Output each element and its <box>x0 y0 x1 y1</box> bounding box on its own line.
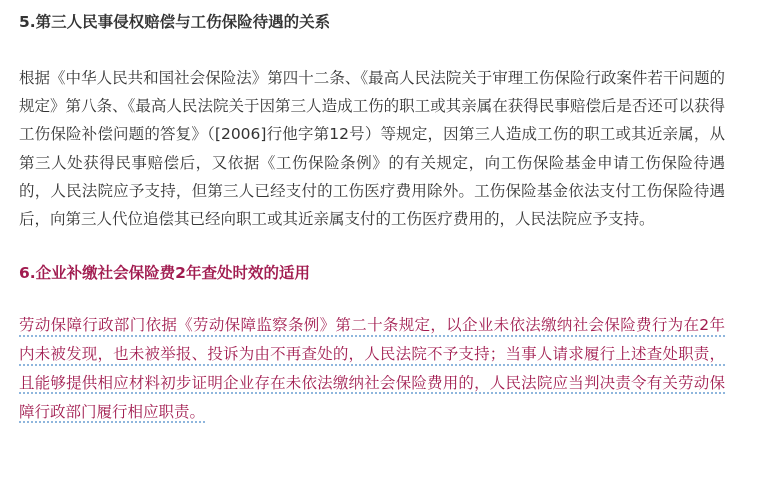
section-5-body: 根据《中华人民共和国社会保险法》第四十二条、《最高人民法院关于审理工伤保险行政案件若干问题的规定》第八条、《最高人民法院关于因第三人造成工伤的职工或其亲属在获得民事赔偿后是否还可以获得工伤保险补偿问题的答复》（[2006]行他字第12号）等规定，因第三人造成工伤的职工或其近亲属，从第三人处获得民事赔偿后，又依据《工伤保险条例》的有关规定，向工伤保险基金申请工伤保险待遇的，人民法院应予支持，但第三人已经支付的工伤医疗费用除外。工伤保险基金依法支付工伤保险待遇后，向第三人代位追偿其已经向职工或其近亲属支付的工伤医疗费用的，人民法院应予支持。 <box>19 69 725 229</box>
section-6-title: 6.企业补缴社会保险费2年查处时效的适用 <box>19 264 310 283</box>
section-6-body-text: 劳动保障行政部门依据《劳动保障监察条例》第二十条规定，以企业未依法缴纳社会保险费行为在2年内未被发现，也未被举报、投诉为由不再查处的，人民法院不予支持；当事人请求履行上述查处职责，且能够提供相应材料初步证明企业存在未依法缴纳社会保险费用的，人民法院应当判决责令有关劳动保障行政部门履行相应职责。 <box>19 316 725 421</box>
section-6-body <box>19 311 725 426</box>
section-5-title: 5.第三人民事侵权赔偿与工伤保险待遇的关系 <box>19 13 331 31</box>
